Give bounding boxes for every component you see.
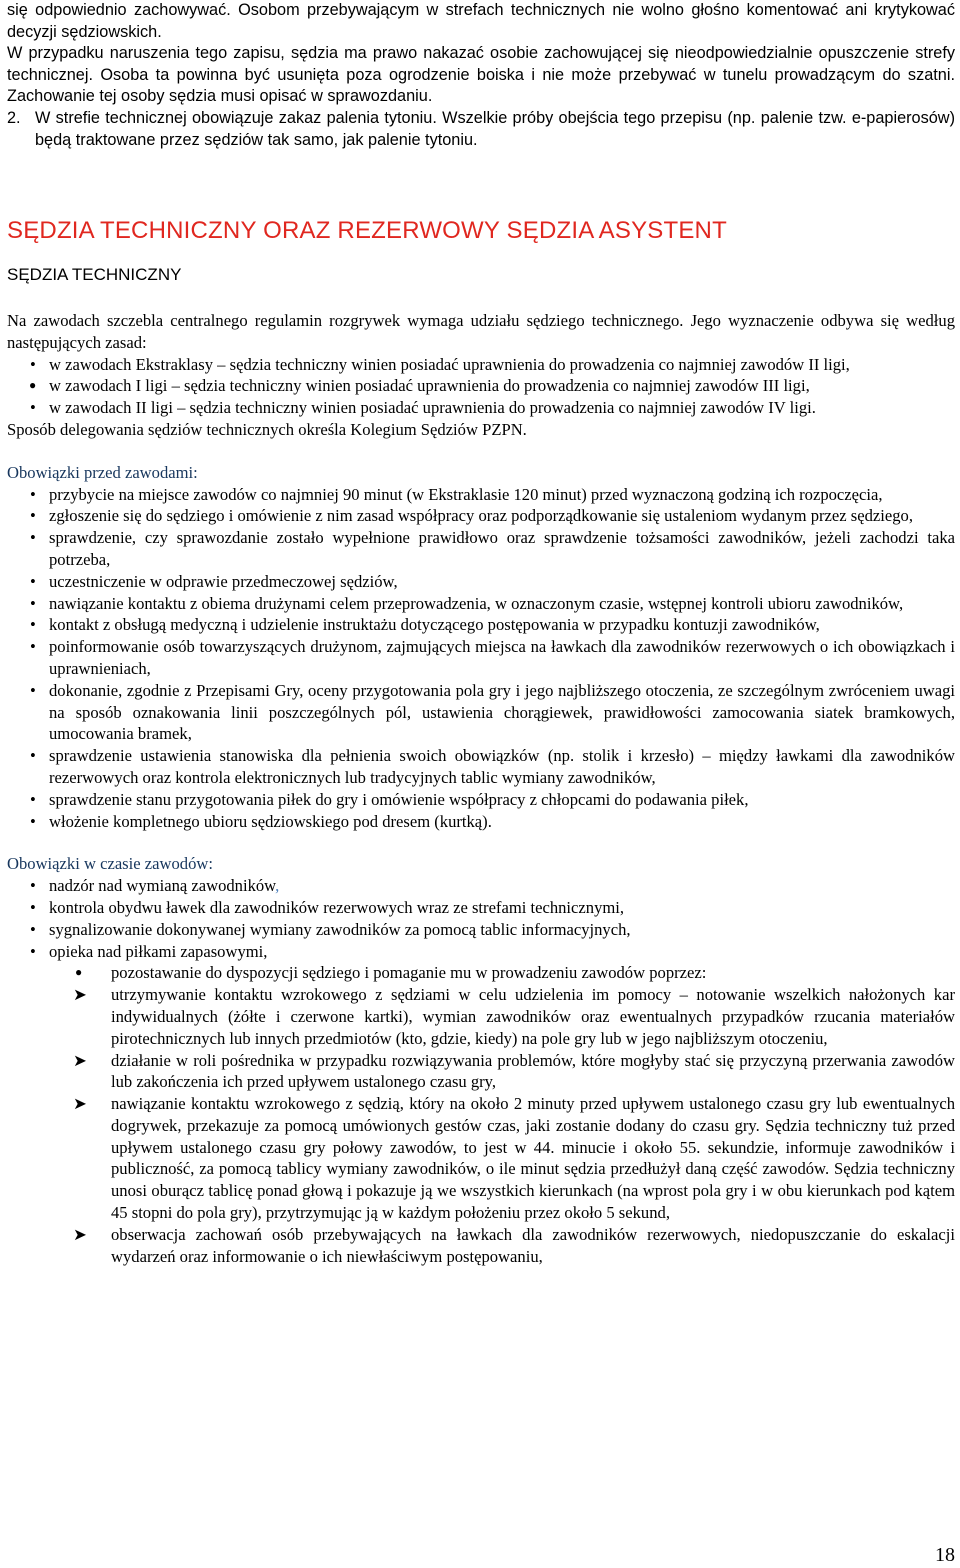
- bullet-icon: ●: [75, 965, 83, 980]
- list-item: • sprawdzenie stanu przygotowania piłek do gry i omówienie współpracy z chłopcami do podawania piłek,: [7, 789, 955, 811]
- arrow-bullet-icon: ➤: [73, 1224, 87, 1244]
- item-text: W strefie technicznej obowiązuje zakaz palenia tytoniu. Wszelkie próby obejścia tego przepisu (np. palenie tzw. e-papierosów) będą traktowane przez sędziów tak samo, jak palenie tytoniu.: [35, 108, 955, 149]
- before-match-list: [7, 484, 955, 833]
- list-item: • dokonanie, zgodnie z Przepisami Gry, oceny przygotowania pola gry i jego najbliższego otoczenia, ze szczególnym zwróceniem uwagi na sposób oznakowania linii poszczególnych pól, ustawienia chorągiewek, prawidłowości zamocowania siatek bramkowych, umocowania bramek,: [7, 680, 955, 745]
- numbered-item: [7, 108, 955, 151]
- arrow-bullet-icon: ➤: [73, 1094, 87, 1114]
- sub-list-item: ➤ obserwacja zachowań osób przebywających na ławkach dla zawodników rezerwowych, niedopuszczanie do eskalacji wydarzeń oraz informowanie o ich niewłaściwym postępowaniu,: [73, 1224, 955, 1266]
- list-item: • nadzór nad wymianą zawodników,: [7, 875, 955, 897]
- rules-list: [7, 354, 955, 419]
- section-title: SĘDZIA TECHNICZNY ORAZ REZERWOWY SĘDZIA ASYSTENT: [7, 217, 727, 244]
- list-item: ● w zawodach I ligi – sędzia techniczny winien posiadać uprawnienia do prowadzenia co najmniej zawodów III ligi,: [7, 375, 955, 397]
- list-item: • nawiązanie kontaktu z obiema drużynami celem przeprowadzenia, w oznaczonym czasie, wstępnej kontroli ubioru zawodników,: [7, 593, 955, 615]
- list-item: • włożenie kompletnego ubioru sędziowskiego pod dresem (kurtką).: [7, 811, 955, 833]
- delegation-note: Sposób delegowania sędziów technicznych określa Kolegium Sędziów PZPN.: [7, 419, 527, 439]
- duties-sublist: [7, 962, 955, 1267]
- list-item: • sygnalizowanie dokonywanej wymiany zawodników za pomocą tablic informacyjnych,: [7, 919, 955, 941]
- list-item: • sprawdzenie ustawienia stanowiska dla pełnienia swoich obowiązków (np. stolik i krzesło) – między ławkami dla zawodników rezerwowych oraz kontrola elektronicznych lub tradycyjnych tablic wymiany zawodników,: [7, 745, 955, 789]
- list-item: • sprawdzenie, czy sprawozdanie zostało wypełnione prawidłowo oraz sprawdzenie tożsamości zawodników, jeżeli zachodzi taka potrzeba,: [7, 527, 955, 571]
- arrow-bullet-icon: ➤: [73, 1050, 87, 1070]
- paragraph: się odpowiednio zachowywać. Osobom przebywającym w strefach technicznych nie wolno głośno komentować ani krytykować decyzji sędziowskich.: [7, 1, 955, 41]
- main-content: [7, 310, 955, 1267]
- intro-paragraph: Na zawodach szczebla centralnego regulamin rozgrywek wymaga udziału sędziego technicznego. Jego wyznaczenie odbywa się według następujących zasad:: [7, 311, 955, 352]
- list-item: • kontrola obydwu ławek dla zawodników rezerwowych wraz ze strefami technicznymi,: [7, 897, 955, 919]
- subsection-title: SĘDZIA TECHNICZNY: [7, 265, 182, 284]
- list-item: • uczestniczenie w odprawie przedmeczowej sędziów,: [7, 571, 955, 593]
- list-item: • w zawodach Ekstraklasy – sędzia techniczny winien posiadać uprawnienia do prowadzenia co najmniej zawodów II ligi,: [7, 354, 955, 376]
- item-number: 2.: [7, 108, 21, 127]
- sub-list-item: ● pozostawanie do dyspozycji sędziego i pomaganie mu w prowadzeniu zawodów poprzez:: [75, 963, 707, 983]
- arrow-bullet-icon: ➤: [73, 985, 87, 1005]
- page-number: 18: [935, 1544, 955, 1566]
- during-match-list: [7, 875, 955, 962]
- before-match-heading: Obowiązki przed zawodami:: [7, 462, 198, 482]
- during-match-heading: Obowiązki w czasie zawodów:: [7, 854, 213, 874]
- list-item: • zgłoszenie się do sędziego i omówienie z nim zasad współpracy oraz podporządkowanie się ustaleniom wydanym przez sędziego,: [7, 505, 955, 527]
- paragraph: W przypadku naruszenia tego zapisu, sędzia ma prawo nakazać osobie zachowującej się nieodpowiedzialnie opuszczenie strefy technicznej. Osoba ta powinna być usunięta poza ogrodzenie boiska i nie może przebywać w tunelu prowadzącym do szatni. Zachowanie tej osoby sędzia musi opisać w sprawozdaniu.: [7, 44, 955, 106]
- list-item: • opieka nad piłkami zapasowymi,: [7, 941, 955, 963]
- sub-list-item: ➤ utrzymywanie kontaktu wzrokowego z sędziami w celu udzielenia im pomocy – notowanie wszelkich nałożonych kar indywidualnych (żółte i czerwone kartki), wymian zawodników oraz ewentualnych przypadków rzucania materiałów pirotechnicznych lub innych przedmiotów (kto, gdzie, kiedy) na pole gry lub w jego najbliższym otoczeniu,: [73, 985, 955, 1048]
- list-item: • przybycie na miejsce zawodów co najmniej 90 minut (w Ekstraklasie 120 minut) przed wyznaczoną godziną ich rozpoczęcia,: [7, 484, 955, 506]
- sub-list-item: ➤ nawiązanie kontaktu wzrokowego z sędzią, który na około 2 minuty przed upływem ustalonego czasu gry lub ewentualnych dogrywek, przekazuje za pomocą umówionych gestów czas, jaki zostanie dodany do czasu gry. Sędzia techniczny tuż przed upływem ustalonego czasu gry połowy zawodów, to jest w 44. minucie i około 55. sekundzie, informuje zawodników i publiczność, za pomocą tablicy wymiany zawodników, o ile minut sędzia przedłużył daną część zawodów. Sędzia techniczny unosi oburącz tablicę ponad głową i pokazuje ją we wszystkich kierunkach (na wprost pola gry i w obu kierunkach pod kątem 45 stopni do pola gry), przytrzymując ją w każdym położeniu przez około 5 sekund,: [73, 1094, 955, 1223]
- list-item: • kontakt z obsługą medyczną i udzielenie instruktażu dotyczącego postępowania w przypadku kontuzji zawodników,: [7, 614, 955, 636]
- item-suffix: ,: [275, 876, 280, 896]
- list-item: • poinformowanie osób towarzyszących drużynom, zajmujących miejsca na ławkach dla zawodników rezerwowych o ich obowiązkach i uprawnieniach,: [7, 636, 955, 680]
- sub-list-item: ➤ działanie w roli pośrednika w przypadku rozwiązywania problemów, które mogłyby stać się przyczyną przerwania zawodów lub zakończenia ich przed upływem ustalonego czasu gry,: [73, 1050, 955, 1092]
- list-item: • w zawodach II ligi – sędzia techniczny winien posiadać uprawnienia do prowadzenia co najmniej zawodów IV ligi.: [7, 397, 955, 419]
- continued-text: [7, 0, 955, 151]
